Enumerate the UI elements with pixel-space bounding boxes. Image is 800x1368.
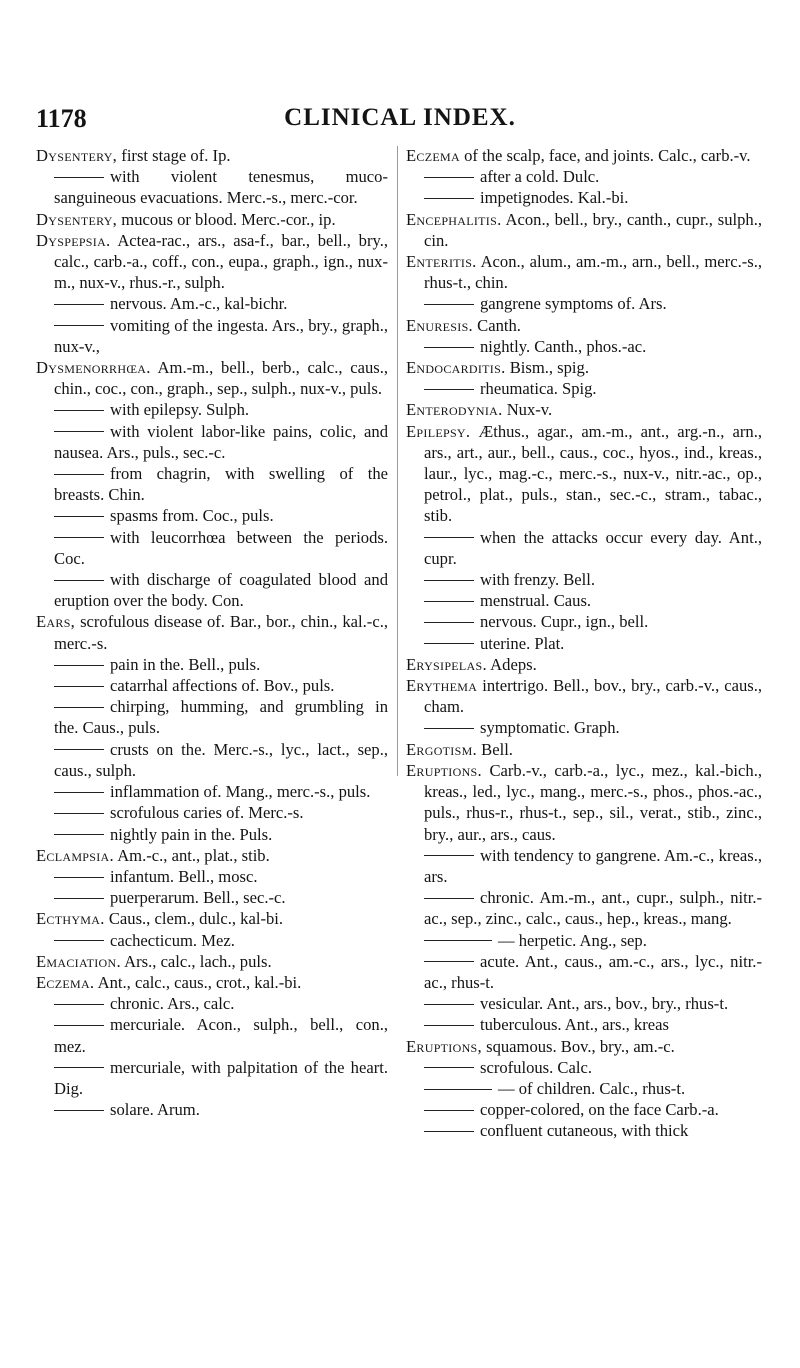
index-subentry xyxy=(406,611,762,632)
entry-text: after a cold. Dulc. xyxy=(480,167,600,187)
entry-heading: Eczema xyxy=(406,146,460,165)
entry-heading: Dysentery, xyxy=(36,146,118,165)
entry-text: Actea-rac., ars., asa-f., bar., bell., bry., calc., carb.-a., coff., con., eupa., graph., ign., nux-m., nux-v., rhus.-r., sulph. xyxy=(54,230,389,293)
entry-heading: Endocarditis. xyxy=(406,358,506,378)
repeat-dash xyxy=(424,304,474,305)
entry-text: with epilepsy. Sulph. xyxy=(110,400,250,420)
entry-text: mercuriale. Acon., sulph., bell., con., mez. xyxy=(54,1015,388,1056)
entry-text: with discharge of coagulated blood and eruption over the body. Con. xyxy=(54,570,388,611)
entry-text: gangrene symptoms of. Ars. xyxy=(480,294,667,314)
index-subentry xyxy=(406,590,762,611)
entry-heading: Eruptions. xyxy=(406,760,482,780)
repeat-dash xyxy=(54,1067,104,1068)
index-subentry xyxy=(36,505,388,526)
entry-text: Æthus., agar., am.-m., ant., arg.-n., arn., ars., art., aur., bell., caus., coc., hyos., ind., kreas., laur., lyc., mag.-c., merc.-s., nux-v., nitr.-ac., op., petrol., plat., puls., stan., sec.-c., stram., tabac., stib. xyxy=(424,421,762,526)
entry-heading: Ergotism. xyxy=(406,739,477,759)
repeat-dash xyxy=(54,304,104,305)
index-subentry xyxy=(36,696,388,738)
index-subentry xyxy=(406,187,762,208)
entry-text: cachecticum. Mez. xyxy=(110,930,235,950)
entry-text: acute. Ant., caus., am.-c., ars., lyc., nitr.-ac., rhus-t. xyxy=(424,951,762,992)
entry-text: mucous or blood. Merc.-cor., ip. xyxy=(121,209,336,229)
entry-text: Ars., calc., lach., puls. xyxy=(124,951,272,971)
entry-text: symptomatic. Graph. xyxy=(480,718,620,738)
index-subentry xyxy=(36,315,388,357)
entry-text: — of children. Calc., rhus-t. xyxy=(498,1078,686,1098)
left-column xyxy=(36,145,388,1120)
index-subentry xyxy=(36,527,388,569)
entry-text: confluent cutaneous, with thick xyxy=(480,1121,689,1141)
repeat-dash xyxy=(54,749,104,750)
index-entry xyxy=(406,1036,762,1057)
index-subentry xyxy=(36,293,388,314)
repeat-dash xyxy=(54,665,104,666)
entry-text: Canth. xyxy=(477,315,521,335)
entry-text: nightly. Canth., phos.-ac. xyxy=(480,336,647,356)
column-divider xyxy=(397,146,398,776)
index-entry xyxy=(36,611,388,653)
repeat-dash xyxy=(54,516,104,517)
entry-text: tuberculous. Ant., ars., kreas xyxy=(480,1015,669,1035)
entry-text: Acon., bell., bry., canth., cupr., sulph., cin. xyxy=(424,209,762,250)
index-subentry xyxy=(406,845,762,887)
entry-text: infantum. Bell., mosc. xyxy=(110,866,258,886)
index-entry xyxy=(36,951,388,972)
entry-text: with frenzy. Bell. xyxy=(480,570,596,590)
index-entry xyxy=(406,145,762,166)
repeat-dash xyxy=(54,537,104,538)
index-subentry xyxy=(406,1099,762,1120)
index-entry xyxy=(406,251,762,293)
index-subentry xyxy=(406,527,762,569)
repeat-dash xyxy=(54,410,104,411)
repeat-dash xyxy=(424,728,474,729)
entry-text: spasms from. Coc., puls. xyxy=(110,506,274,526)
entry-text: catarrhal affections of. Bov., puls. xyxy=(110,676,335,696)
index-subentry xyxy=(406,336,762,357)
entry-text: first stage of. Ip. xyxy=(121,146,231,165)
repeat-dash xyxy=(54,707,104,708)
index-subentry xyxy=(36,166,388,208)
entry-text: Caus., clem., dulc., kal-bi. xyxy=(108,909,284,929)
index-entry xyxy=(36,357,388,399)
index-subentry xyxy=(36,1099,388,1120)
entry-text: rheumatica. Spig. xyxy=(480,379,597,399)
entry-text: of the scalp, face, and joints. Calc., carb.-v. xyxy=(464,146,751,165)
index-subentry xyxy=(36,421,388,463)
index-subentry xyxy=(406,951,762,993)
index-entry xyxy=(406,209,762,251)
index-subentry xyxy=(406,633,762,654)
entry-text: Carb.-v., carb.-a., lyc., mez., kal.-bich., kreas., led., lyc., mang., merc.-s., phos., phos.-ac., puls., rhus-r., rhus-t., sep., sil., verat., stib., zinc., bry., aur., ars., caus. xyxy=(424,760,762,844)
index-entry xyxy=(406,654,762,675)
running-header xyxy=(0,104,800,134)
index-subentry xyxy=(406,993,762,1014)
index-entry xyxy=(406,739,762,760)
page-title: CLINICAL INDEX. xyxy=(284,104,516,131)
index-subentry xyxy=(406,569,762,590)
entry-text: scrofulous caries of. Merc.-s. xyxy=(110,803,304,823)
entry-text: Am.-m., bell., berb., calc., caus., chin., coc., con., graph., sep., sulph., nux-v., puls. xyxy=(54,358,389,399)
index-subentry xyxy=(406,293,762,314)
repeat-dash xyxy=(54,813,104,814)
entry-text: with violent tenesmus, muco-sanguineous evacuations. Merc.-s., merc.-cor. xyxy=(54,167,388,208)
entry-text: Ant., calc., caus., crot., kal.-bi. xyxy=(97,972,302,992)
entry-heading: Epilepsy. xyxy=(406,421,471,441)
repeat-dash xyxy=(424,389,474,390)
index-entry xyxy=(36,230,388,294)
entry-text: solare. Arum. xyxy=(110,1100,200,1120)
index-subentry xyxy=(406,930,762,951)
entry-heading: Enterodynia. xyxy=(406,400,503,420)
repeat-dash xyxy=(54,940,104,941)
repeat-dash xyxy=(424,961,474,962)
repeat-dash xyxy=(424,347,474,348)
entry-text: squamous. Bov., bry., am.-c. xyxy=(486,1036,675,1056)
entry-text: Acon., alum., am.-m., arn., bell., merc.-s., rhus-t., chin. xyxy=(424,252,762,293)
entry-text: inflammation of. Mang., merc.-s., puls. xyxy=(110,782,371,802)
repeat-dash xyxy=(54,792,104,793)
entry-text: from chagrin, with swelling of the breasts. Chin. xyxy=(54,464,388,505)
entry-heading: Erysipelas. xyxy=(406,654,487,674)
right-column xyxy=(406,145,762,1142)
entry-text: nervous. Cupr., ign., bell. xyxy=(480,612,649,632)
index-entry xyxy=(36,972,388,993)
repeat-dash xyxy=(424,1025,474,1026)
entry-heading: Eczema. xyxy=(36,972,95,992)
index-subentry xyxy=(36,399,388,420)
index-subentry xyxy=(406,717,762,738)
entry-text: nightly pain in the. Puls. xyxy=(110,824,273,844)
entry-heading: Enteritis. xyxy=(406,252,477,272)
entry-text: mercuriale, with palpitation of the heart. Dig. xyxy=(54,1057,388,1098)
repeat-dash xyxy=(54,834,104,835)
index-entry xyxy=(406,760,762,845)
entry-text: with leucorrhœa between the periods. Coc. xyxy=(54,527,388,568)
repeat-dash xyxy=(424,177,474,178)
repeat-dash xyxy=(424,580,474,581)
entry-text: — herpetic. Ang., sep. xyxy=(498,930,647,950)
index-entry xyxy=(406,421,762,527)
entry-text: menstrual. Caus. xyxy=(480,591,592,611)
entry-text: pain in the. Bell., puls. xyxy=(110,654,261,674)
entry-text: scrofulous disease of. Bar., bor., chin., kal.-c., merc.-s. xyxy=(54,612,388,653)
entry-heading: Ears, xyxy=(36,612,76,632)
entry-text: Am.-c., ant., plat., stib. xyxy=(117,845,270,865)
entry-heading: Dysentery, xyxy=(36,209,118,229)
repeat-dash xyxy=(424,601,474,602)
entry-heading: Dyspepsia. xyxy=(36,230,111,250)
entry-heading: Erythema xyxy=(406,676,478,696)
repeat-dash xyxy=(424,1004,474,1005)
entry-text: intertrigo. Bell., bov., bry., carb.-v., caus., cham. xyxy=(424,676,762,717)
index-entry xyxy=(406,357,762,378)
repeat-dash xyxy=(54,177,104,178)
index-subentry xyxy=(36,802,388,823)
index-subentry xyxy=(36,1057,388,1099)
repeat-dash xyxy=(54,1110,104,1111)
repeat-dash xyxy=(424,198,474,199)
entry-text: copper-colored, on the face Carb.-a. xyxy=(480,1100,719,1120)
entry-heading: Eclampsia. xyxy=(36,845,114,865)
entry-text: chronic. Am.-m., ant., cupr., sulph., nitr.-ac., sep., zinc., calc., caus., hep., kreas., mang. xyxy=(424,888,762,929)
entry-text: puerperarum. Bell., sec.-c. xyxy=(110,888,286,908)
index-subentry xyxy=(36,463,388,505)
repeat-dash xyxy=(54,898,104,899)
repeat-dash xyxy=(424,1089,492,1090)
entry-heading: Eruptions, xyxy=(406,1036,482,1056)
entry-text: chronic. Ars., calc. xyxy=(110,994,235,1014)
entry-text: scrofulous. Calc. xyxy=(480,1057,592,1077)
entry-heading: Ecthyma. xyxy=(36,909,105,929)
index-entry xyxy=(36,845,388,866)
entry-heading: Enuresis. xyxy=(406,315,473,335)
entry-heading: Encephalitis. xyxy=(406,209,502,229)
index-subentry xyxy=(36,569,388,611)
index-entry xyxy=(36,908,388,929)
entry-text: crusts on the. Merc.-s., lyc., lact., sep., caus., sulph. xyxy=(54,739,388,780)
entry-text: chirping, humming, and grumbling in the. Caus., puls. xyxy=(54,697,388,738)
repeat-dash xyxy=(54,580,104,581)
repeat-dash xyxy=(54,1004,104,1005)
index-subentry xyxy=(36,1014,388,1056)
repeat-dash xyxy=(54,686,104,687)
index-subentry xyxy=(406,1078,762,1099)
index-subentry xyxy=(36,739,388,781)
index-subentry xyxy=(36,993,388,1014)
entry-text: when the attacks occur every day. Ant., cupr. xyxy=(424,527,762,568)
entry-text: vesicular. Ant., ars., bov., bry., rhus-t. xyxy=(480,994,729,1014)
entry-heading: Dysmenorrhœa. xyxy=(36,358,151,378)
index-entry xyxy=(406,315,762,336)
index-subentry xyxy=(406,378,762,399)
index-subentry xyxy=(36,866,388,887)
repeat-dash xyxy=(424,622,474,623)
entry-text: Bism., spig. xyxy=(509,358,589,378)
index-subentry xyxy=(36,654,388,675)
index-entry xyxy=(406,675,762,717)
page-number: 1178 xyxy=(36,104,87,133)
index-subentry xyxy=(406,1014,762,1035)
entry-text: Adeps. xyxy=(490,654,537,674)
index-entry xyxy=(406,399,762,420)
entry-text: nervous. Am.-c., kal-bichr. xyxy=(110,294,288,314)
repeat-dash xyxy=(54,431,104,432)
repeat-dash xyxy=(54,474,104,475)
repeat-dash xyxy=(424,1067,474,1068)
repeat-dash xyxy=(54,1025,104,1026)
entry-text: Nux-v. xyxy=(506,400,553,420)
entry-text: with tendency to gangrene. Am.-c., kreas., ars. xyxy=(424,845,762,886)
index-subentry xyxy=(406,887,762,929)
repeat-dash xyxy=(424,1110,474,1111)
repeat-dash xyxy=(424,940,492,941)
index-subentry xyxy=(406,1057,762,1078)
repeat-dash xyxy=(424,643,474,644)
repeat-dash xyxy=(424,855,474,856)
index-entry xyxy=(36,209,388,230)
repeat-dash xyxy=(54,877,104,878)
index-subentry xyxy=(36,781,388,802)
index-subentry xyxy=(36,824,388,845)
entry-text: uterine. Plat. xyxy=(480,633,565,653)
entry-text: vomiting of the ingesta. Ars., bry., graph., nux-v., xyxy=(54,315,388,356)
repeat-dash xyxy=(424,898,474,899)
repeat-dash xyxy=(54,325,104,326)
repeat-dash xyxy=(424,1131,474,1132)
index-subentry xyxy=(36,887,388,908)
index-subentry xyxy=(406,166,762,187)
index-subentry xyxy=(36,930,388,951)
index-subentry xyxy=(36,675,388,696)
repeat-dash xyxy=(424,537,474,538)
entry-heading: Emaciation. xyxy=(36,951,121,971)
entry-text: impetignodes. Kal.-bi. xyxy=(480,188,629,208)
index-subentry xyxy=(406,1120,762,1141)
entry-text: with violent labor-like pains, colic, and nausea. Ars., puls., sec.-c. xyxy=(54,421,388,462)
index-entry xyxy=(36,145,388,166)
entry-text: Bell. xyxy=(481,739,513,759)
